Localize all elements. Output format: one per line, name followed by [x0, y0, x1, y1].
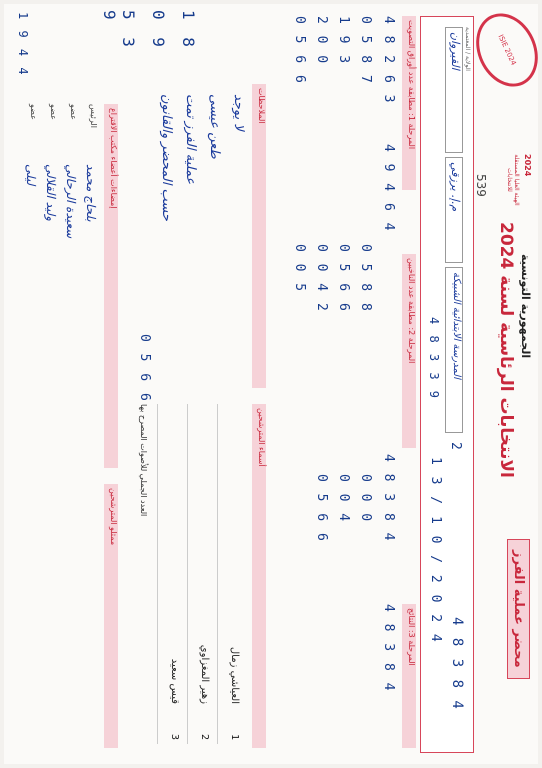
total-votes-label: العدد الجملي للأصوات المصرح بها: [139, 404, 148, 517]
main-title: الانتخابات الرئاسية لسنة 2024: [496, 222, 516, 478]
candidate-votes-column: [100, 10, 198, 70]
middle-count-column: [285, 244, 373, 344]
member-row: [38, 104, 58, 464]
member-role: عضو: [69, 104, 78, 120]
page-number: 539: [474, 174, 488, 197]
count-blank: 0 0 4 2: [314, 244, 329, 313]
observer-note: عملية الفرز تمت: [183, 94, 198, 185]
candidate-no: 2: [199, 733, 210, 740]
subtitle: محضر عملية الفرز: [507, 539, 530, 679]
section2-title: المرحلة 2: مطابقة عدد الناخبين: [402, 254, 416, 448]
member-name: ليلى: [24, 164, 38, 186]
member-row: [78, 104, 98, 464]
rotated-form: [4, 4, 538, 764]
office-number: 2: [448, 442, 463, 450]
observer-note: لا يوجد: [231, 94, 246, 131]
candidate-no: 3: [169, 733, 180, 740]
governorate-field: القيروان: [445, 27, 463, 153]
count-unused: 0 0 0: [358, 474, 373, 524]
candidate-no: 1: [229, 733, 240, 740]
candidate-row-3: [157, 404, 188, 744]
vote-count-field: 4 8 3 3 9: [427, 317, 441, 401]
section3-title: المرحلة 3: النتائج: [402, 604, 416, 748]
member-name: وليد القلالي: [44, 164, 58, 222]
logo-text: الهيئة العليا المستقلة للانتخابات: [506, 154, 520, 206]
count-voters: 2 0 0: [314, 16, 329, 66]
document-page: [4, 4, 538, 764]
section1-title: المرحلة 1: مطابقة عدد أوراق التصويت: [402, 16, 416, 190]
signatures-header: إمضاءات أعضاء مكتب الاقتراع: [104, 104, 118, 468]
year-badge: 2024: [523, 154, 532, 177]
observers-header: الملاحظات: [252, 84, 266, 388]
candidate-reps-header: ممثلو المترشحين: [104, 484, 118, 748]
members-list: [18, 104, 98, 464]
official-stamp: ISIE 2024: [465, 3, 542, 96]
member-row: [58, 104, 78, 464]
id-far-left: 4 8 2 6 3: [381, 16, 396, 105]
info-row: الولاية / المعتمدية القيروان م.إ. يرزقي المدرسة الابتدائية الشبيكة 2 1 3 / 1 0 / 2 0 2 4 4 8 3 8 4 4 8 3 3 9: [420, 16, 474, 753]
count-ballots-received: 0 5 8 8: [358, 244, 373, 313]
id-center-right: 4 8 3 8 4: [381, 604, 396, 693]
bottom-code: 1 9 4 4: [16, 12, 30, 77]
center-field: م.إ. يرزقي: [445, 157, 463, 263]
observer-note: طعن عيسى: [207, 94, 222, 159]
candidate-row-2: [187, 404, 218, 744]
member-role: عضو: [49, 104, 58, 120]
id-center-left: 4 8 3 8 4: [381, 454, 396, 543]
candidate-row-1: [217, 404, 248, 744]
member-row: [18, 104, 38, 464]
member-role: الرئيس: [89, 104, 98, 128]
count-total-a: 0 5 8 7: [358, 16, 373, 85]
member-name: بلحاج محمد: [84, 164, 98, 222]
member-role: عضو: [29, 104, 38, 120]
results-header: أسماء المترشحين: [252, 404, 266, 748]
candidate-votes: 0 9: [149, 10, 168, 51]
candidate-votes: 5 3 9: [100, 10, 138, 51]
candidate-votes: 1 8: [179, 10, 198, 51]
left-count-column: [285, 16, 373, 116]
candidate-name: زهير المغزاوي: [199, 644, 210, 704]
count-registered: 1 9 3: [336, 16, 351, 66]
count-cancelled: 0 0 5: [292, 244, 307, 294]
school-field: المدرسة الابتدائية الشبيكة: [445, 267, 463, 433]
id-top-right: 4 8 3 8 4: [449, 617, 465, 711]
id-left: 4 9 4 6 4: [381, 144, 396, 233]
right-count-column: [307, 474, 373, 574]
republic-title: الجمهورية التونسية: [519, 254, 532, 359]
observer-note: حسب المحضر والقانون: [159, 94, 174, 221]
count-total-c: 0 5 6 6: [314, 474, 329, 543]
count-damaged: 0 0 4: [336, 474, 351, 524]
date-field: 1 3 / 1 0 / 2 0 2 4: [428, 457, 443, 644]
member-name: سعيدة الرحالي: [64, 164, 78, 239]
header-band: [474, 4, 538, 764]
observer-notes: [150, 94, 246, 394]
count-total-b: 0 5 6 6: [292, 16, 307, 85]
candidate-name: قيس سعيد: [169, 658, 180, 704]
total-votes-value: 0 5 6 6: [137, 334, 152, 403]
candidate-name: العياشي زمال: [229, 646, 240, 704]
count-ballots-valid: 0 5 6 6: [336, 244, 351, 313]
